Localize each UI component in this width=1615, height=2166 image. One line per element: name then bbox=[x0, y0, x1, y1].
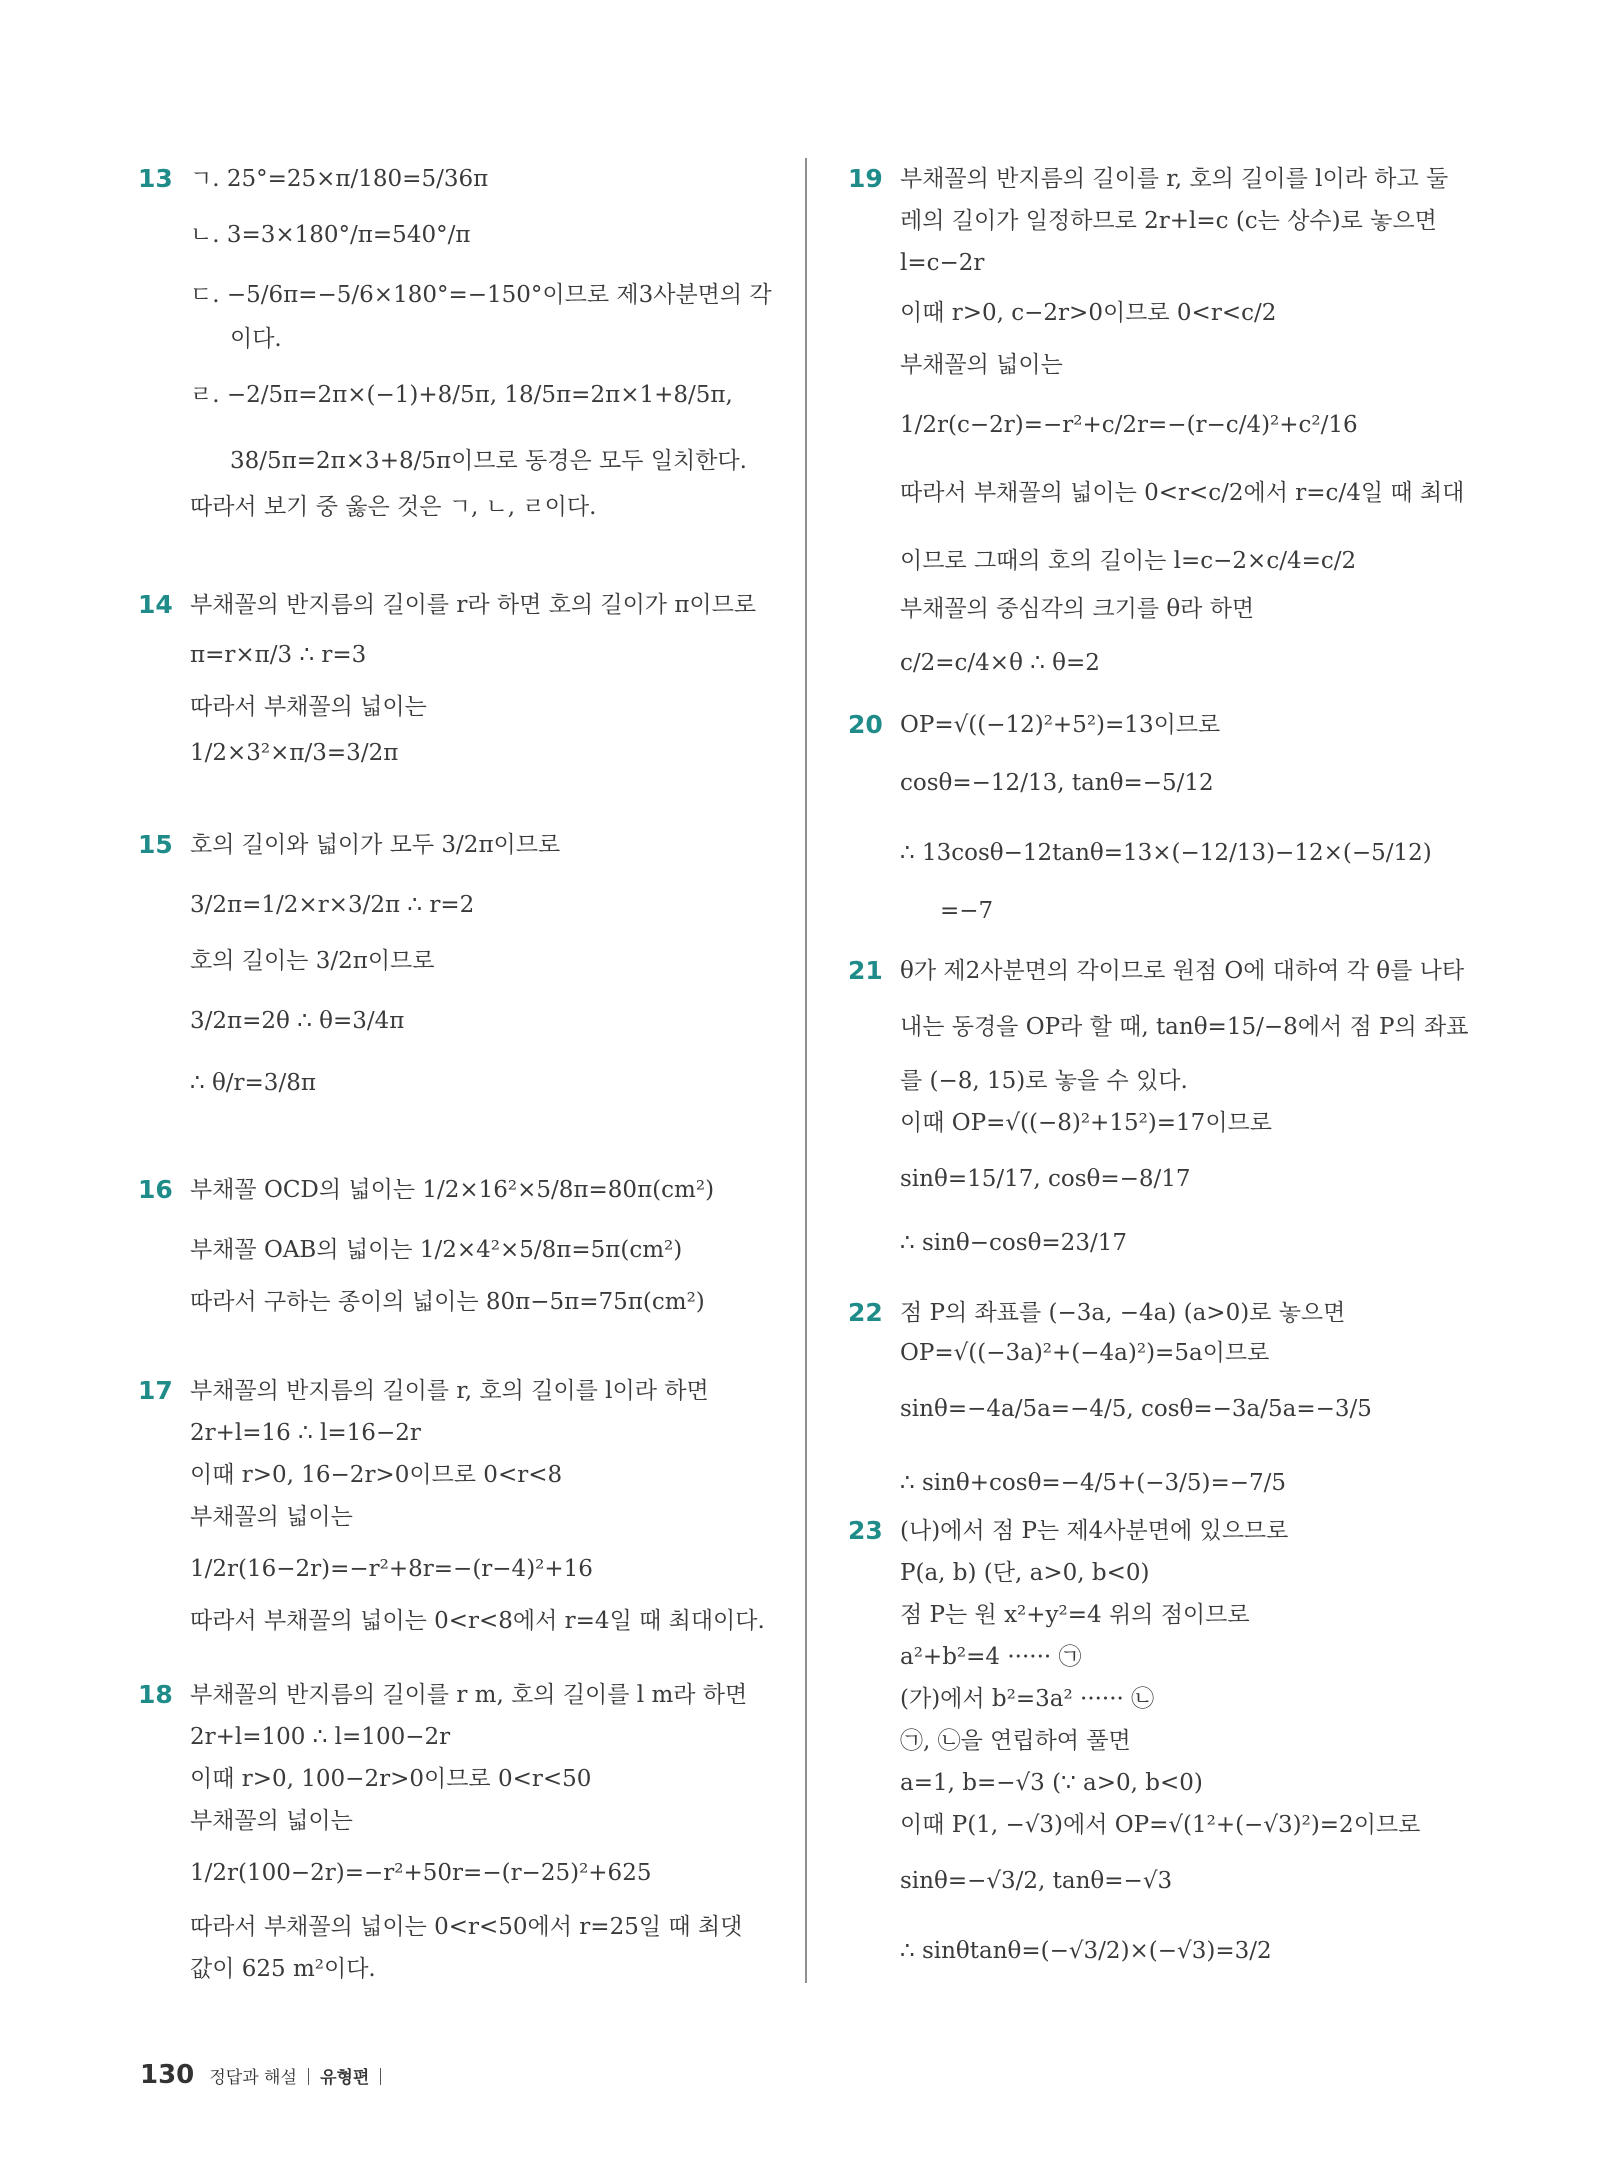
solution-line: 부채꼴의 반지름의 길이를 r라 하면 호의 길이가 π이므로 bbox=[190, 592, 757, 618]
solution-line: 따라서 부채꼴의 넓이는 0<r<c/2에서 r=c/4일 때 최대 bbox=[900, 480, 1465, 506]
problem-number: 23 bbox=[848, 1516, 883, 1545]
solution-line: 값이 625 m²이다. bbox=[190, 1956, 376, 1982]
solution-line: π=r×π/3 ∴ r=3 bbox=[190, 642, 367, 668]
solution-line: 점 P는 원 x²+y²=4 위의 점이므로 bbox=[900, 1602, 1250, 1628]
solution-line: 3/2π=2θ ∴ θ=3/4π bbox=[190, 1008, 405, 1034]
solution-line: ∴ θ/r=3/8π bbox=[190, 1070, 316, 1096]
solution-line: ㄹ. −2/5π=2π×(−1)+8/5π, 18/5π=2π×1+8/5π, bbox=[190, 382, 733, 408]
solution-line: 2r+l=16 ∴ l=16−2r bbox=[190, 1420, 421, 1446]
footer-separator bbox=[380, 2068, 381, 2085]
problem-number: 14 bbox=[138, 590, 173, 619]
solution-line: a=1, b=−√3 (∵ a>0, b<0) bbox=[900, 1770, 1203, 1796]
solution-line: 부채꼴의 반지름의 길이를 r, 호의 길이를 l이라 하고 둘 bbox=[900, 166, 1449, 192]
solution-line: sinθ=15/17, cosθ=−8/17 bbox=[900, 1166, 1191, 1192]
footer-separator bbox=[308, 2068, 309, 2085]
problem-number: 19 bbox=[848, 164, 883, 193]
solution-line: =−7 bbox=[940, 898, 994, 924]
solution-line: 1/2r(c−2r)=−r²+c/2r=−(r−c/4)²+c²/16 bbox=[900, 412, 1358, 438]
solution-line: 따라서 부채꼴의 넓이는 0<r<50에서 r=25일 때 최댓 bbox=[190, 1914, 743, 1940]
problem-number: 22 bbox=[848, 1298, 883, 1327]
solution-line: ∴ sinθ−cosθ=23/17 bbox=[900, 1230, 1127, 1256]
solution-line: 부채꼴의 반지름의 길이를 r, 호의 길이를 l이라 하면 bbox=[190, 1378, 709, 1404]
solution-line: ∴ sinθtanθ=(−√3/2)×(−√3)=3/2 bbox=[900, 1938, 1272, 1964]
solution-line: 부채꼴의 넓이는 bbox=[190, 1504, 353, 1530]
solution-line: 2r+l=100 ∴ l=100−2r bbox=[190, 1724, 451, 1750]
solution-line: 3/2π=1/2×r×3/2π ∴ r=2 bbox=[190, 892, 475, 918]
solution-line: 이때 r>0, 16−2r>0이므로 0<r<8 bbox=[190, 1462, 563, 1488]
solution-line: OP=√((−3a)²+(−4a)²)=5a이므로 bbox=[900, 1340, 1270, 1366]
solution-line: 점 P의 좌표를 (−3a, −4a) (a>0)로 놓으면 bbox=[900, 1300, 1346, 1326]
solution-line: ㉠, ㉡을 연립하여 풀면 bbox=[900, 1728, 1131, 1754]
solution-line: 레의 길이가 일정하므로 2r+l=c (c는 상수)로 놓으면 bbox=[900, 208, 1437, 234]
footer-part: 유형편 bbox=[320, 2068, 370, 2088]
solution-line: 이므로 그때의 호의 길이는 l=c−2×c/4=c/2 bbox=[900, 548, 1357, 574]
solution-line: ∴ 13cosθ−12tanθ=13×(−12/13)−12×(−5/12) bbox=[900, 840, 1432, 866]
solution-line: 부채꼴의 반지름의 길이를 r m, 호의 길이를 l m라 하면 bbox=[190, 1682, 748, 1708]
solution-line: ㄱ. 25°=25×π/180=5/36π bbox=[190, 166, 489, 192]
solution-line: l=c−2r bbox=[900, 250, 985, 276]
solution-line: 38/5π=2π×3+8/5π이므로 동경은 모두 일치한다. bbox=[230, 448, 747, 474]
solution-line: 따라서 구하는 종이의 넓이는 80π−5π=75π(cm²) bbox=[190, 1289, 705, 1315]
problem-number: 16 bbox=[138, 1175, 173, 1204]
solution-line: 를 (−8, 15)로 놓을 수 있다. bbox=[900, 1068, 1188, 1094]
solution-line: 이다. bbox=[230, 326, 282, 352]
solution-line: θ가 제2사분면의 각이므로 원점 O에 대하여 각 θ를 나타 bbox=[900, 958, 1465, 984]
solution-line: 1/2r(16−2r)=−r²+8r=−(r−4)²+16 bbox=[190, 1556, 593, 1582]
solution-line: c/2=c/4×θ ∴ θ=2 bbox=[900, 650, 1100, 676]
footer-section: 정답과 해설 bbox=[209, 2068, 297, 2088]
solution-line: sinθ=−4a/5a=−4/5, cosθ=−3a/5a=−3/5 bbox=[900, 1396, 1372, 1422]
solution-line: 부채꼴의 넓이는 bbox=[190, 1808, 353, 1834]
solution-line: sinθ=−√3/2, tanθ=−√3 bbox=[900, 1868, 1173, 1894]
solution-line: 호의 길이와 넓이가 모두 3/2π이므로 bbox=[190, 832, 561, 858]
solution-line: 호의 길이는 3/2π이므로 bbox=[190, 948, 435, 974]
problem-number: 17 bbox=[138, 1376, 173, 1405]
solution-line: 내는 동경을 OP라 할 때, tanθ=15/−8에서 점 P의 좌표 bbox=[900, 1014, 1469, 1040]
problem-number: 13 bbox=[138, 164, 173, 193]
solution-line: P(a, b) (단, a>0, b<0) bbox=[900, 1560, 1150, 1586]
solution-line: 이때 r>0, 100−2r>0이므로 0<r<50 bbox=[190, 1766, 592, 1792]
problem-number: 21 bbox=[848, 956, 883, 985]
solution-line: (나)에서 점 P는 제4사분면에 있으므로 bbox=[900, 1518, 1289, 1544]
problem-number: 20 bbox=[848, 710, 883, 739]
solution-line: 부채꼴 OAB의 넓이는 1/2×4²×5/8π=5π(cm²) bbox=[190, 1237, 683, 1263]
solution-line: 1/2×3²×π/3=3/2π bbox=[190, 740, 399, 766]
problem-number: 18 bbox=[138, 1680, 173, 1709]
solution-line: 부채꼴의 중심각의 크기를 θ라 하면 bbox=[900, 596, 1255, 622]
problem-number: 15 bbox=[138, 830, 173, 859]
solution-line: ㄷ. −5/6π=−5/6×180°=−150°이므로 제3사분면의 각 bbox=[190, 282, 772, 308]
solution-line: 따라서 부채꼴의 넓이는 bbox=[190, 694, 427, 720]
page-number: 130 bbox=[140, 2060, 195, 2090]
column-divider bbox=[805, 158, 807, 1983]
solution-line: (가)에서 b²=3a² ······ ㉡ bbox=[900, 1686, 1155, 1712]
solution-line: 1/2r(100−2r)=−r²+50r=−(r−25)²+625 bbox=[190, 1860, 652, 1886]
solution-line: 부채꼴 OCD의 넓이는 1/2×16²×5/8π=80π(cm²) bbox=[190, 1177, 715, 1203]
solution-line: ∴ sinθ+cosθ=−4/5+(−3/5)=−7/5 bbox=[900, 1470, 1287, 1496]
solution-line: 따라서 보기 중 옳은 것은 ㄱ, ㄴ, ㄹ이다. bbox=[190, 494, 597, 520]
solution-line: OP=√((−12)²+5²)=13이므로 bbox=[900, 712, 1221, 738]
solution-line: 이때 P(1, −√3)에서 OP=√(1²+(−√3)²)=2이므로 bbox=[900, 1812, 1421, 1838]
solution-line: 이때 r>0, c−2r>0이므로 0<r<c/2 bbox=[900, 300, 1277, 326]
solution-line: a²+b²=4 ······ ㉠ bbox=[900, 1644, 1082, 1670]
solution-line: 부채꼴의 넓이는 bbox=[900, 352, 1063, 378]
solution-line: ㄴ. 3=3×180°/π=540°/π bbox=[190, 222, 471, 248]
solution-line: 이때 OP=√((−8)²+15²)=17이므로 bbox=[900, 1110, 1272, 1136]
page-footer bbox=[140, 2060, 387, 2090]
solution-line: 따라서 부채꼴의 넓이는 0<r<8에서 r=4일 때 최대이다. bbox=[190, 1608, 765, 1634]
solution-line: cosθ=−12/13, tanθ=−5/12 bbox=[900, 770, 1214, 796]
